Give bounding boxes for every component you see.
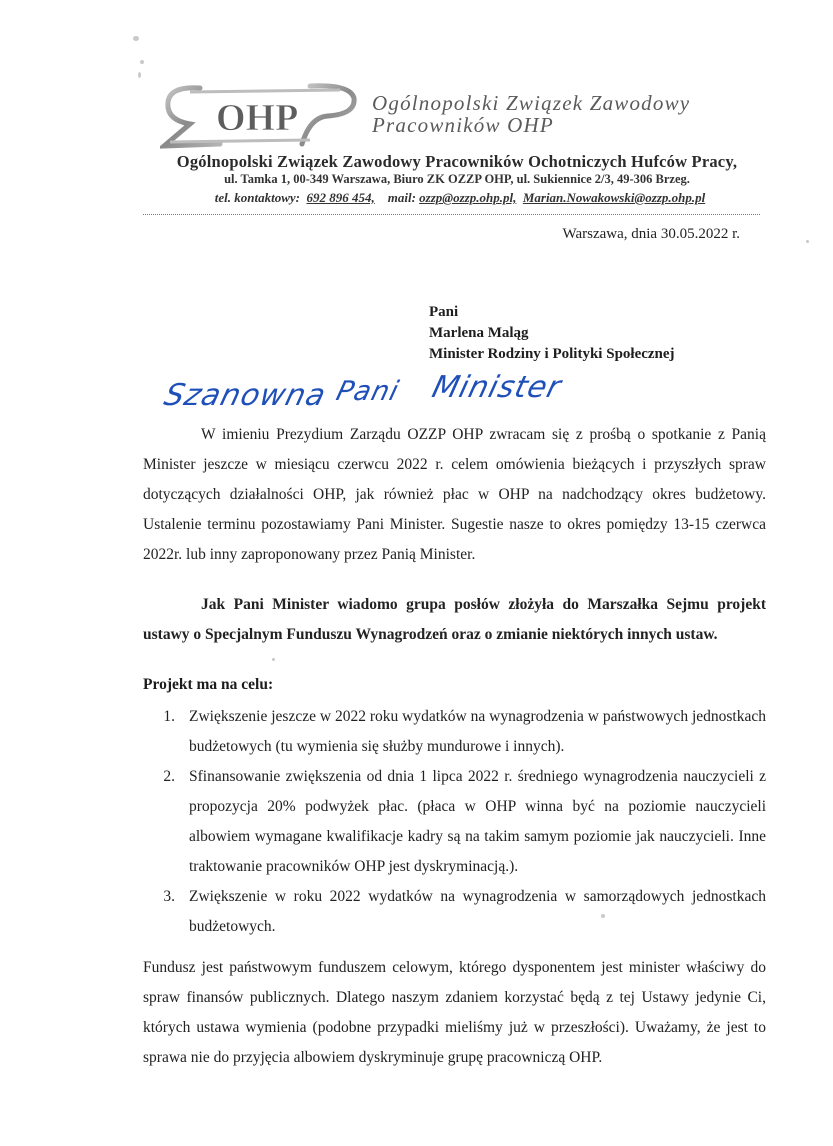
logo-text: OHP — [216, 97, 299, 139]
list-item — [143, 882, 766, 942]
body-paragraph-3: Fundusz jest państwowym funduszem celowym, którego dysponentem jest minister właściwy do spraw finansów publicznych. Dlatego naszym zdaniem korzystać będą z tej Ustawy jedynie Ci, których ustawa wymienia (podobne przypadki mieliśmy już w przeszłości). Uważamy, że jest to sprawa nie do przyjęcia albowiem dyskryminuje grupę pracowniczą OHP. — [143, 959, 766, 1066]
body-paragraph-1: W imieniu Prezydium Zarządu OZZP OHP zwracam się z prośbą o spotkanie z Panią Minister jeszcze w miesiącu czerwcu 2022 r. celem omówienia bieżących i przyszłych spraw dotyczących działalności OHP, jak również płac w OHP na nadchodzący okres budżetowy. Ustalenie terminu pozostawiamy Pani Minister. Sugestie nasze to okres pomiędzy 13-15 czerwca 2022r. lub inny zaproponowany przez Panią Minister. — [143, 426, 766, 563]
addressee-block — [429, 302, 729, 365]
organization-full-name: Ogólnopolski Związek Zawodowy Pracowników Ochotniczych Hufców Pracy, — [176, 152, 738, 171]
list-item — [143, 702, 766, 762]
addressee-line2: Marlena Maląg — [429, 325, 529, 341]
phone-number: 692 896 454, — [306, 190, 375, 205]
goals-title: Projekt ma na celu: — [143, 676, 274, 693]
addressee-line1: Pani — [429, 304, 459, 320]
organization-contact — [120, 190, 800, 206]
letter-date: Warszawa, dnia 30.05.2022 r. — [562, 226, 740, 242]
contact-label: tel. kontaktowy: — [214, 190, 300, 205]
list-item — [143, 762, 766, 882]
org-logo-line2: Pracowników OHP — [372, 113, 554, 137]
greeting-word1: Szanowna — [160, 378, 330, 413]
org-logo-line1: Ogólnopolski Związek Zawodowy — [372, 91, 691, 115]
goals-list — [143, 702, 766, 942]
email-link-1[interactable]: ozzp@ozzp.ohp.pl, — [419, 190, 517, 205]
scan-speck — [806, 240, 809, 243]
scan-speck — [140, 60, 144, 64]
scan-speck — [138, 72, 141, 78]
scan-speck — [133, 36, 139, 41]
greeting-word2: Pani — [333, 376, 403, 407]
org-logo-name — [372, 92, 702, 136]
scan-speck — [272, 658, 275, 661]
email-link-2[interactable]: Marian.Nowakowski@ozzp.ohp.pl — [522, 190, 706, 205]
list-item-number: 1. — [163, 708, 175, 725]
list-item-number: 3. — [163, 888, 175, 905]
handwritten-greeting — [160, 370, 585, 422]
greeting-word3: Minister — [428, 370, 566, 405]
list-item-number: 2. — [163, 768, 175, 785]
letterhead-divider — [143, 214, 760, 215]
body-paragraph-2: Jak Pani Minister wiadomo grupa posłów złożyła do Marszałka Sejmu projekt ustawy o Specjalnym Funduszu Wynagrodzeń oraz o zmianie niektórych innych ustaw. — [143, 596, 766, 643]
ohp-logo — [160, 80, 360, 150]
list-item-text: Zwiększenie w roku 2022 wydatków na wynagrodzenia w samorządowych jednostkach budżetowych. — [189, 888, 766, 935]
organization-address: ul. Tamka 1, 00-349 Warszawa, Biuro ZK OZZP OHP, ul. Sukiennice 2/3, 49-306 Brzeg. — [224, 172, 690, 186]
list-item-text: Zwiększenie jeszcze w 2022 roku wydatków na wynagrodzenia w państwowych jednostkach budżetowych (tu wymienia się służby mundurowe i innych). — [189, 708, 766, 755]
addressee-line3: Minister Rodziny i Polityki Społecznej — [429, 346, 675, 362]
list-item-text: Sfinansowanie zwiększenia od dnia 1 lipca 2022 r. średniego wynagrodzenia nauczycieli z propozycja 20% podwyżek płac. (płaca w OHP winna być na poziomie nauczycieli albowiem wymagane kwalifikacje kadry są na takim samym poziomie jak nauczycieli. Inne traktowanie pracowników OHP jest dyskryminacją.). — [189, 768, 766, 875]
mail-label: mail: — [387, 190, 416, 205]
